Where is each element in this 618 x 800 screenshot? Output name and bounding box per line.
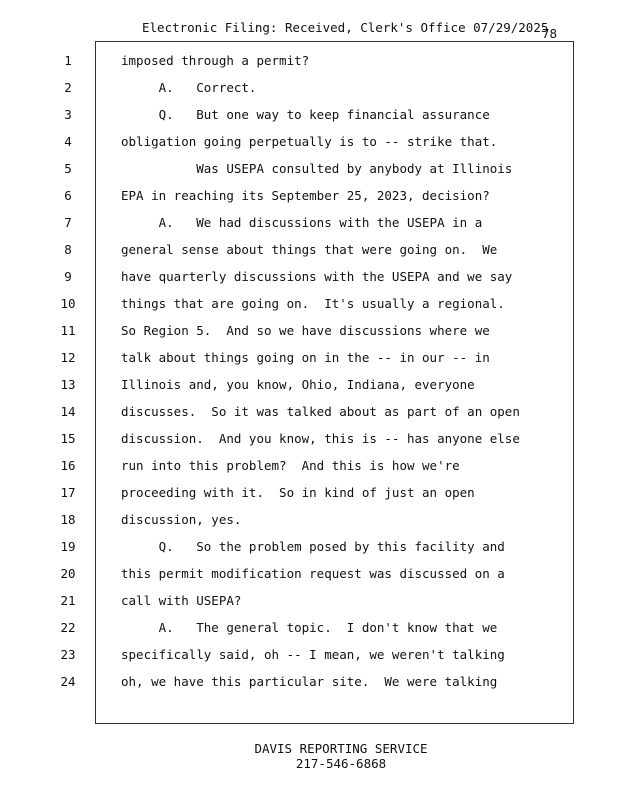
line-number: 4 xyxy=(64,134,72,149)
line-text: EPA in reaching its September 25, 2023, decision? xyxy=(121,188,490,203)
line-number: 15 xyxy=(60,431,76,446)
line-text: A. We had discussions with the USEPA in a xyxy=(121,215,483,230)
transcript-line xyxy=(0,264,618,291)
line-text: discussion, yes. xyxy=(121,512,242,527)
transcript-line xyxy=(0,237,618,264)
line-text: Was USEPA consulted by anybody at Illinois xyxy=(121,161,513,176)
line-text: Q. But one way to keep financial assurance xyxy=(121,107,490,122)
transcript-line xyxy=(0,588,618,615)
line-number: 16 xyxy=(60,458,76,473)
line-number: 24 xyxy=(60,674,76,689)
line-number: 11 xyxy=(60,323,76,338)
line-text: discusses. So it was talked about as part of an open xyxy=(121,404,520,419)
line-text: imposed through a permit? xyxy=(121,53,310,68)
transcript-line xyxy=(0,75,618,102)
line-text: Q. So the problem posed by this facility and xyxy=(121,539,505,554)
line-number: 3 xyxy=(64,107,72,122)
transcript-line xyxy=(0,642,618,669)
transcript-line xyxy=(0,183,618,210)
line-text: proceeding with it. So in kind of just an open xyxy=(121,485,475,500)
line-number: 23 xyxy=(60,647,76,662)
transcript-line xyxy=(0,291,618,318)
transcript-line xyxy=(0,372,618,399)
line-number: 13 xyxy=(60,377,76,392)
filing-stamp: Electronic Filing: Received, Clerk's Office 07/29/2025 xyxy=(142,20,549,35)
line-text: So Region 5. And so we have discussions where we xyxy=(121,323,490,338)
page-number: 78 xyxy=(542,26,558,41)
transcript-line xyxy=(0,669,618,696)
transcript-line xyxy=(0,615,618,642)
line-text: talk about things going on in the -- in our -- in xyxy=(121,350,490,365)
line-text: oh, we have this particular site. We were talking xyxy=(121,674,498,689)
line-text: general sense about things that were going on. We xyxy=(121,242,498,257)
line-number: 6 xyxy=(64,188,72,203)
line-text: specifically said, oh -- I mean, we weren't talking xyxy=(121,647,505,662)
line-text: call with USEPA? xyxy=(121,593,242,608)
reporter-name: DAVIS REPORTING SERVICE xyxy=(254,741,428,756)
transcript-line xyxy=(0,480,618,507)
line-number: 9 xyxy=(64,269,72,284)
transcript-line xyxy=(0,426,618,453)
transcript-line xyxy=(0,102,618,129)
line-text: have quarterly discussions with the USEPA and we say xyxy=(121,269,513,284)
line-number: 21 xyxy=(60,593,76,608)
transcript-line xyxy=(0,210,618,237)
line-number: 17 xyxy=(60,485,76,500)
transcript-line xyxy=(0,48,618,75)
line-number: 10 xyxy=(60,296,76,311)
line-number: 19 xyxy=(60,539,76,554)
reporter-phone: 217-546-6868 xyxy=(295,756,387,771)
line-number: 7 xyxy=(64,215,72,230)
line-number: 2 xyxy=(64,80,72,95)
transcript-line xyxy=(0,345,618,372)
transcript-line xyxy=(0,129,618,156)
line-text: discussion. And you know, this is -- has anyone else xyxy=(121,431,520,446)
line-text: things that are going on. It's usually a regional. xyxy=(121,296,505,311)
line-text: A. Correct. xyxy=(121,80,257,95)
transcript-line xyxy=(0,156,618,183)
line-text: this permit modification request was discussed on a xyxy=(121,566,505,581)
transcript-line xyxy=(0,318,618,345)
line-text: Illinois and, you know, Ohio, Indiana, everyone xyxy=(121,377,475,392)
transcript-line xyxy=(0,399,618,426)
transcript-line xyxy=(0,561,618,588)
line-text: run into this problem? And this is how we're xyxy=(121,458,460,473)
line-number: 5 xyxy=(64,161,72,176)
line-number: 1 xyxy=(64,53,72,68)
line-number: 12 xyxy=(60,350,76,365)
line-text: obligation going perpetually is to -- strike that. xyxy=(121,134,498,149)
transcript-line xyxy=(0,453,618,480)
transcript-line xyxy=(0,507,618,534)
line-number: 20 xyxy=(60,566,76,581)
line-number: 18 xyxy=(60,512,76,527)
line-number: 22 xyxy=(60,620,76,635)
line-text: A. The general topic. I don't know that we xyxy=(121,620,498,635)
transcript-line xyxy=(0,534,618,561)
line-number: 8 xyxy=(64,242,72,257)
line-number: 14 xyxy=(60,404,76,419)
